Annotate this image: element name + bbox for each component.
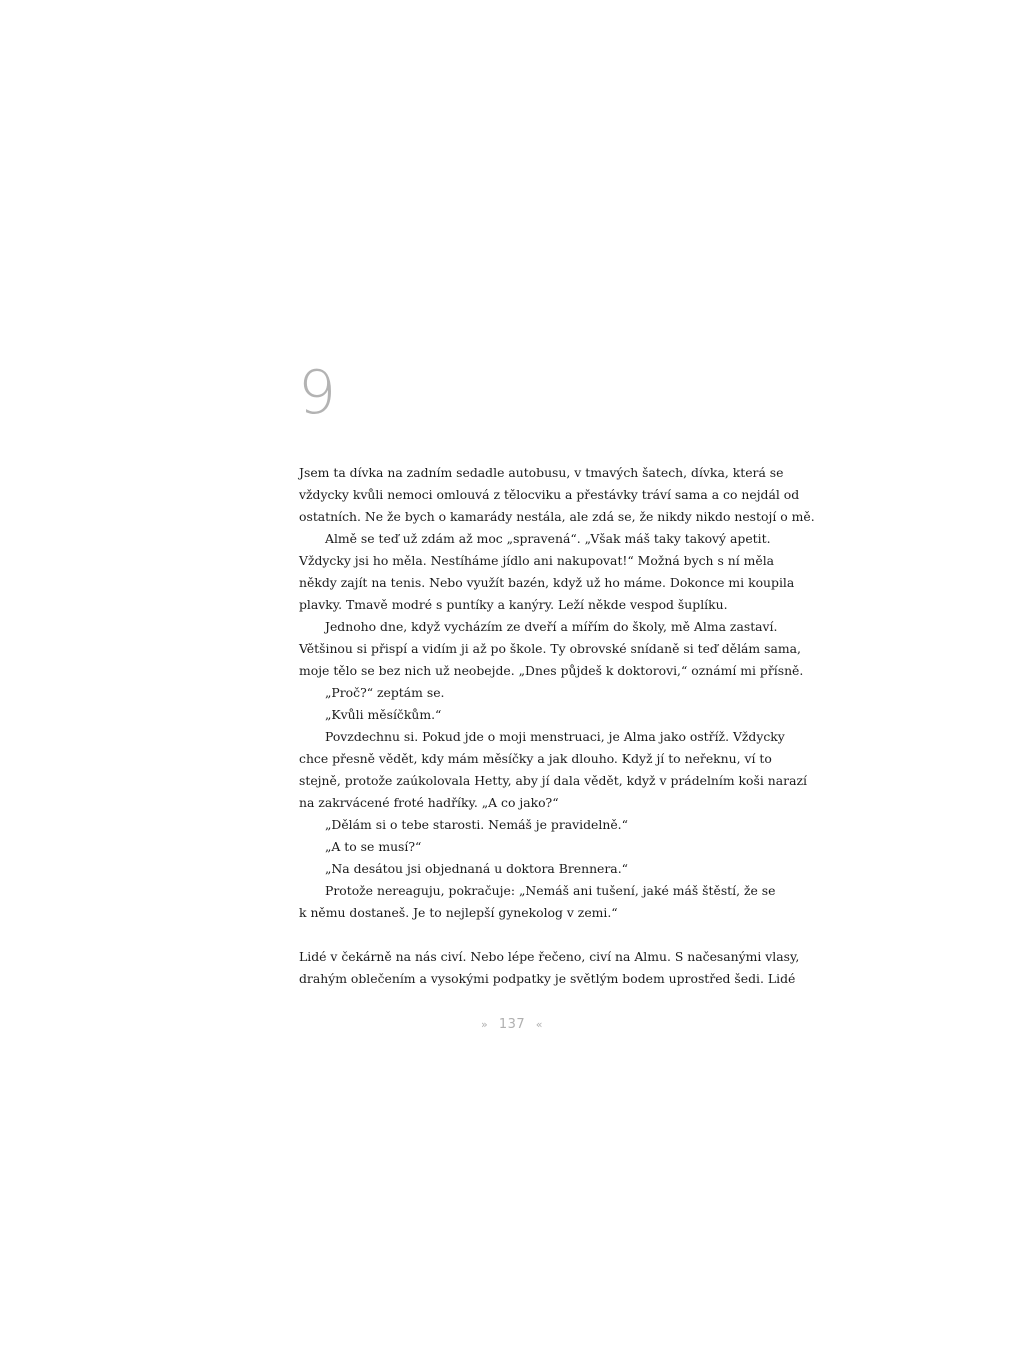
text-line: „Dělám si o tebe starosti. Nemáš je pravidelně.“ [325, 817, 628, 832]
text-line: chce přesně vědět, kdy mám měsíčky a jak dlouho. Když jí to neřeknu, ví to [299, 751, 772, 766]
chapter-text-section-2 [299, 946, 800, 990]
text-line: „Na desátou jsi objednaná u doktora Brennera.“ [325, 861, 628, 876]
page-footer [0, 1017, 1024, 1032]
text-line: na zakrvácené froté hadříky. „A co jako?“ [299, 795, 559, 810]
text-line: „Proč?“ zeptám se. [325, 685, 445, 700]
chapter-number: 9 [298, 358, 337, 428]
text-line: Většinou si přispí a vidím ji až po škole. Ty obrovské snídaně si teď dělám sama, [299, 641, 801, 656]
text-line: moje tělo se bez nich už neobejde. „Dnes půjdeš k doktorovi,“ oznámí mi přísně. [299, 663, 804, 678]
text-line: Lidé v čekárně na nás civí. Nebo lépe řečeno, civí na Almu. S načesanými vlasy, [299, 949, 800, 964]
text-line: Almě se teď už zdám až moc „spravená“. „Však máš taky takový apetit. [325, 531, 771, 546]
text-line: drahým oblečením a vysokými podpatky je světlým bodem uprostřed šedi. Lidé [299, 971, 796, 986]
text-line: stejně, protože zaúkolovala Hetty, aby jí dala vědět, když v prádelním koši narazí [299, 773, 807, 788]
text-line: „A to se musí?“ [325, 839, 422, 854]
text-line: vždycky kvůli nemoci omlouvá z tělocviku a přestávky tráví sama a co nejdál od [299, 487, 800, 502]
text-line: Jednoho dne, když vycházím ze dveří a mířím do školy, mě Alma zastaví. [325, 619, 778, 634]
text-line: Vždycky jsi ho měla. Nestíháme jídlo ani nakupovat!“ Možná bych s ní měla [299, 553, 775, 568]
text-line: někdy zajít na tenis. Nebo využít bazén, když už ho máme. Dokonce mi koupila [299, 575, 795, 590]
text-line: plavky. Tmavě modré s puntíky a kanýry. Leží někde vespod šuplíku. [299, 597, 728, 612]
page-number-left-mark: » [480, 1018, 489, 1031]
page-number: 137 [498, 1017, 526, 1032]
text-line: Povzdechnu si. Pokud jde o moji menstruaci, je Alma jako ostříž. Vždycky [325, 729, 785, 744]
chapter-text-section-1 [299, 462, 815, 924]
text-line: Jsem ta dívka na zadním sedadle autobusu, v tmavých šatech, dívka, která se [299, 465, 784, 480]
text-line: „Kvůli měsíčkům.“ [325, 707, 442, 722]
text-line: k němu dostaneš. Je to nejlepší gynekolog v zemi.“ [299, 905, 618, 920]
page-number-right-mark: « [535, 1018, 544, 1031]
text-line: ostatních. Ne že bych o kamarády nestála, ale zdá se, že nikdy nikdo nestojí o mě. [299, 509, 815, 524]
text-line: Protože nereaguju, pokračuje: „Nemáš ani tušení, jaké máš štěstí, že se [325, 883, 776, 898]
